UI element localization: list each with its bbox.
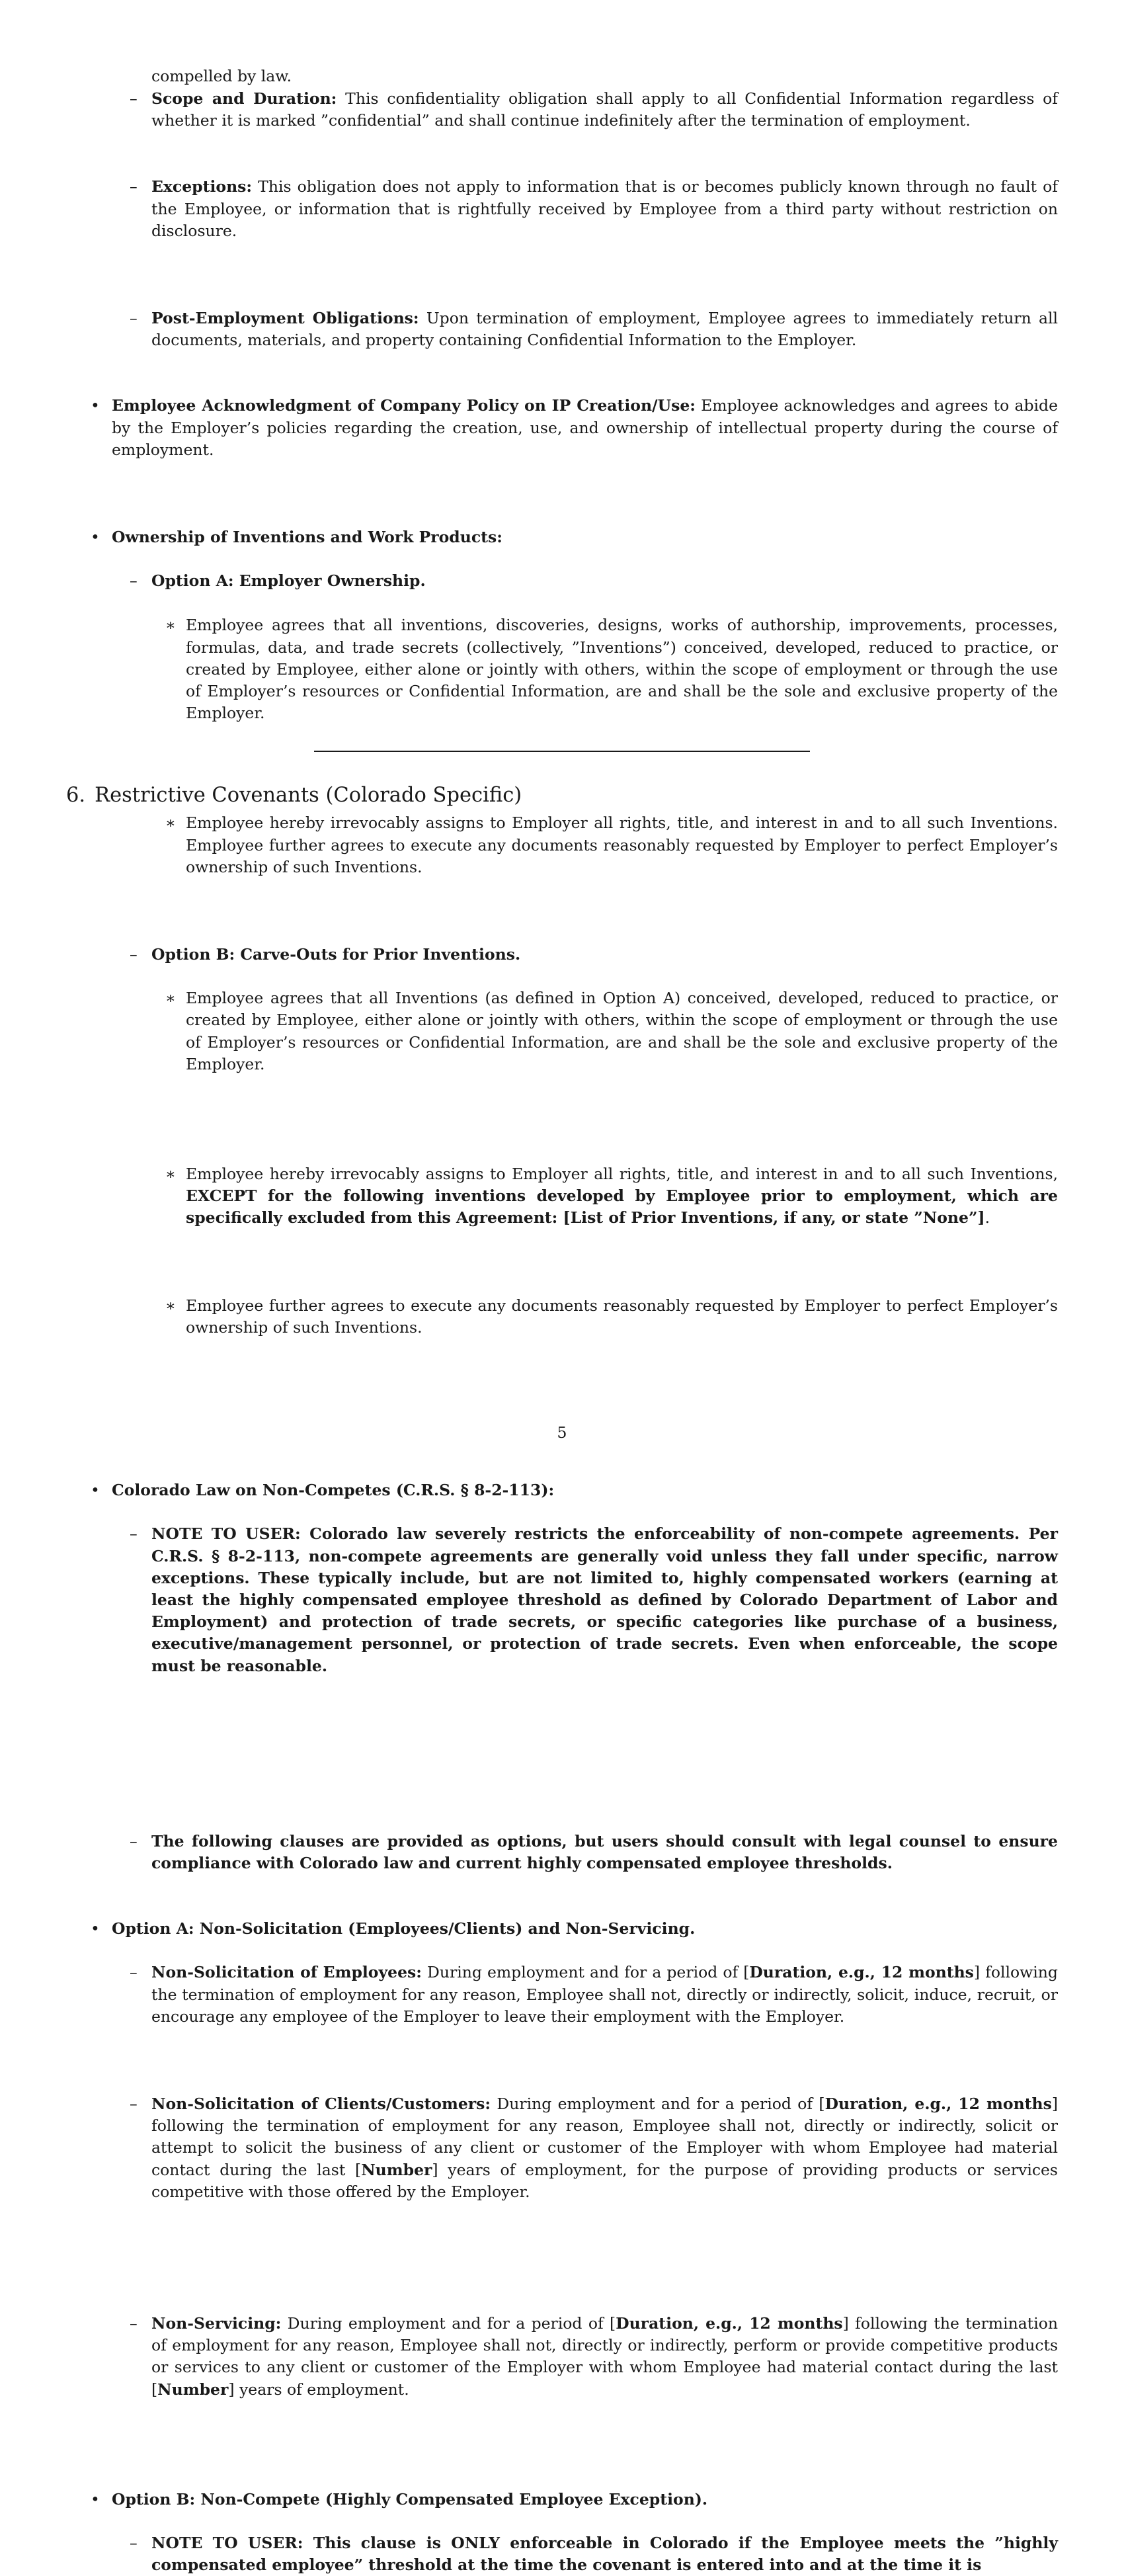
bullet-marker: • (91, 1919, 100, 1938)
item-text: This confidentiality obligation shall apply to all Confidential Information regardless of whether it is marked ”confidential” and shall continue indefinitely after the termination of employment. (151, 89, 1059, 130)
item-text: Upon termination of employment, Employee agrees to immediately return all documents, materials, and property containing Confidential Information to the Employer. (151, 309, 1058, 350)
item-label: Colorado Law on Non-Competes (C.R.S. § 8-2-113): (112, 1481, 555, 1500)
list-item-option-b-1 (0, 987, 1124, 1075)
placeholder-duration: Duration, e.g., 12 months (824, 2094, 1052, 2113)
item-label: Option B: Carve-Outs for Prior Inventions. (151, 945, 521, 964)
dash-marker: – (130, 571, 138, 591)
dash-marker: – (130, 1963, 138, 1982)
asterisk-marker: ∗ (165, 1165, 176, 1184)
item-label: Non-Solicitation of Clients/Customers: (151, 2094, 491, 2113)
continuation-text: compelled by law. (151, 67, 292, 85)
placeholder-number: Number (157, 2380, 229, 2399)
dash-marker: – (130, 1831, 138, 1850)
list-item-exceptions (0, 176, 1124, 242)
item-label: Exceptions: (151, 177, 253, 196)
item-text: ] years of employment. (228, 2380, 409, 2399)
list-item-option-a-1 (0, 614, 1124, 724)
item-label: Option B: Non-Compete (Highly Compensated Employee Exception). (112, 2489, 708, 2509)
item-text: ] following the termination of employment for any reason, Employee shall not, directly or indirectly, perform or provide competitive products or services to any client or customer of the Employer with whom Employee had material contact during the last [ (151, 2313, 1058, 2399)
placeholder-number: Number (361, 2160, 432, 2179)
item-text-end: . (984, 1208, 990, 1227)
list-item-note-to-user-3 (0, 2532, 1124, 2576)
item-text: ] following the termination of employment for any reason, Employee shall not, directly or indirectly, solicit or attempt to solicit the business of any client or customer of the Employer with whom Employee had material contact during the last [ (151, 2094, 1058, 2179)
list-item-option-b-noncompete (0, 2489, 1124, 2511)
asterisk-marker: ∗ (165, 616, 176, 635)
bullet-marker: • (91, 1481, 100, 1500)
item-text: This obligation does not apply to information that is or becomes publicly known through no fault of the Employee, or information that is rightfully received by Employee from a third party without restriction on disclosure. (151, 177, 1058, 240)
item-bold-text: NOTE TO USER: This clause is ONLY enforceable in Colorado if the Employee meets the ”highly compensated employee” threshold at the time the covenant is entered into and at the time it is (151, 2533, 1058, 2575)
dash-marker: – (130, 2094, 138, 2113)
dash-marker: – (130, 89, 138, 108)
list-item-note-to-user-1 (0, 1523, 1124, 1677)
list-item-scope-duration (0, 88, 1124, 132)
list-item-ip-policy (0, 395, 1124, 461)
item-text: Employee acknowledges and agrees to abide by the Employer’s policies regarding the creation, use, and ownership of intellectual property during the course of employment. (112, 396, 1058, 459)
section-heading (66, 782, 522, 809)
dash-marker: – (130, 1524, 138, 1544)
item-text: During employment and for a period of [ (497, 2094, 825, 2113)
item-text: During employment and for a period of [ (287, 2313, 616, 2333)
list-item-option-b-3 (0, 1295, 1124, 1339)
section-title: Restrictive Covenants (Colorado Specific) (95, 784, 522, 807)
list-item-option-b-2 (0, 1163, 1124, 1229)
list-item-colorado-law (0, 1479, 1124, 1501)
item-text: ] following the termination of employment for any reason, Employee shall not, directly or indirectly, solicit, induce, recruit, or encourage any employee of the Employer to leave their employment with the Employer. (151, 1963, 1058, 2026)
item-label: Post-Employment Obligations: (151, 309, 419, 328)
item-text: Employee hereby irrevocably assigns to Employer all rights, title, and interest in and to all such Inventions, (186, 1165, 1058, 1184)
section-divider (314, 751, 810, 752)
item-bold-text: NOTE TO USER: Colorado law severely restricts the enforceability of non-compete agreements. Per C.R.S. § 8-2-113, non-compete agreements are generally void unless they fall under specific, narrow exceptions. These typically include, but are not limited to, highly compensated workers (earning at least the highly compensated employee threshold as defined by Colorado Department of Labor and Employment) and protection of trade secrets, or specific categories like purchase of a business, executive/management personnel, or protection of trade secrets. Even when enforceable, the scope must be reasonable. (151, 1524, 1058, 1675)
list-item-ownership (0, 526, 1124, 548)
dash-marker: – (130, 177, 138, 196)
list-item-option-a-ownership (0, 570, 1124, 592)
asterisk-marker: ∗ (165, 813, 176, 833)
dash-marker: – (130, 309, 138, 328)
bullet-marker: • (91, 396, 100, 415)
asterisk-marker: ∗ (165, 989, 176, 1008)
item-label: Non-Solicitation of Employees: (151, 1963, 422, 1982)
item-text: Employee further agrees to execute any documents reasonably requested by Employer to perfect Employer’s ownership of such Inventions. (186, 1296, 1058, 1337)
item-label: Ownership of Inventions and Work Products: (112, 528, 502, 547)
placeholder-duration: Duration, e.g., 12 months (616, 2313, 843, 2333)
item-text: Employee agrees that all inventions, discoveries, designs, works of authorship, improvements, processes, formulas, data, and trade secrets (collectively, ”Inventions”) conceived, developed, reduced to practice, or created by Employee, either alone or jointly with others, within the scope of employment or through the use of Employer’s resources or Confidential Information, are and shall be the sole and exclusive property of the Employer. (186, 616, 1058, 723)
list-item-post-employment (0, 308, 1124, 351)
item-label: Employee Acknowledgment of Company Policy on IP Creation/Use: (112, 396, 696, 415)
item-text: During employment and for a period of [ (427, 1963, 750, 1982)
item-text: Employee agrees that all Inventions (as defined in Option A) conceived, developed, reduced to practice, or created by Employee, either alone or jointly with others, within the scope of employment or through the use of Employer’s resources or Confidential Information, are and shall be the sole and exclusive property of the Employer. (186, 989, 1058, 1073)
bullet-marker: • (91, 528, 100, 547)
item-text: Employee hereby irrevocably assigns to Employer all rights, title, and interest in and to all such Inventions. Employee further agrees to execute any documents reasonably requested by Employer to perfect Employer’s ownership of such Inventions. (186, 813, 1058, 876)
list-item-option-b-carveouts (0, 944, 1124, 966)
item-label: Option A: Employer Ownership. (151, 571, 426, 591)
dash-marker: – (130, 2533, 138, 2552)
asterisk-marker: ∗ (165, 1296, 176, 1315)
dash-marker: – (130, 2313, 138, 2333)
page-number: 5 (557, 1423, 567, 1442)
list-item-nonservicing (0, 2313, 1124, 2401)
item-bold-text: EXCEPT for the following inventions developed by Employee prior to employment, which are specifically excluded from this Agreement: [List of Prior Inventions, if any, or state ”None”] (186, 1186, 1058, 1227)
list-item-option-a-nonsolicit (0, 1918, 1124, 1940)
item-label: Option A: Non-Solicitation (Employees/Clients) and Non-Servicing. (112, 1919, 696, 1938)
list-item-note-to-user-2 (0, 1831, 1124, 1874)
bullet-marker: • (91, 2489, 100, 2509)
list-item-nonsolicit-employees (0, 1962, 1124, 2028)
item-label: Non-Servicing: (151, 2313, 282, 2333)
list-item-option-a-2 (0, 812, 1124, 878)
item-bold-text: The following clauses are provided as options, but users should consult with legal counsel to ensure compliance with Colorado law and current highly compensated employee thresholds. (151, 1831, 1058, 1872)
list-item-nonsolicit-clients (0, 2093, 1124, 2203)
item-text: ] years of employment, for the purpose of providing products or services competitive with those offered by the Employer. (151, 2160, 1058, 2201)
item-label: Scope and Duration: (151, 89, 337, 108)
dash-marker: – (130, 945, 138, 964)
section-number: 6. (66, 784, 86, 807)
placeholder-duration: Duration, e.g., 12 months (749, 1963, 974, 1982)
